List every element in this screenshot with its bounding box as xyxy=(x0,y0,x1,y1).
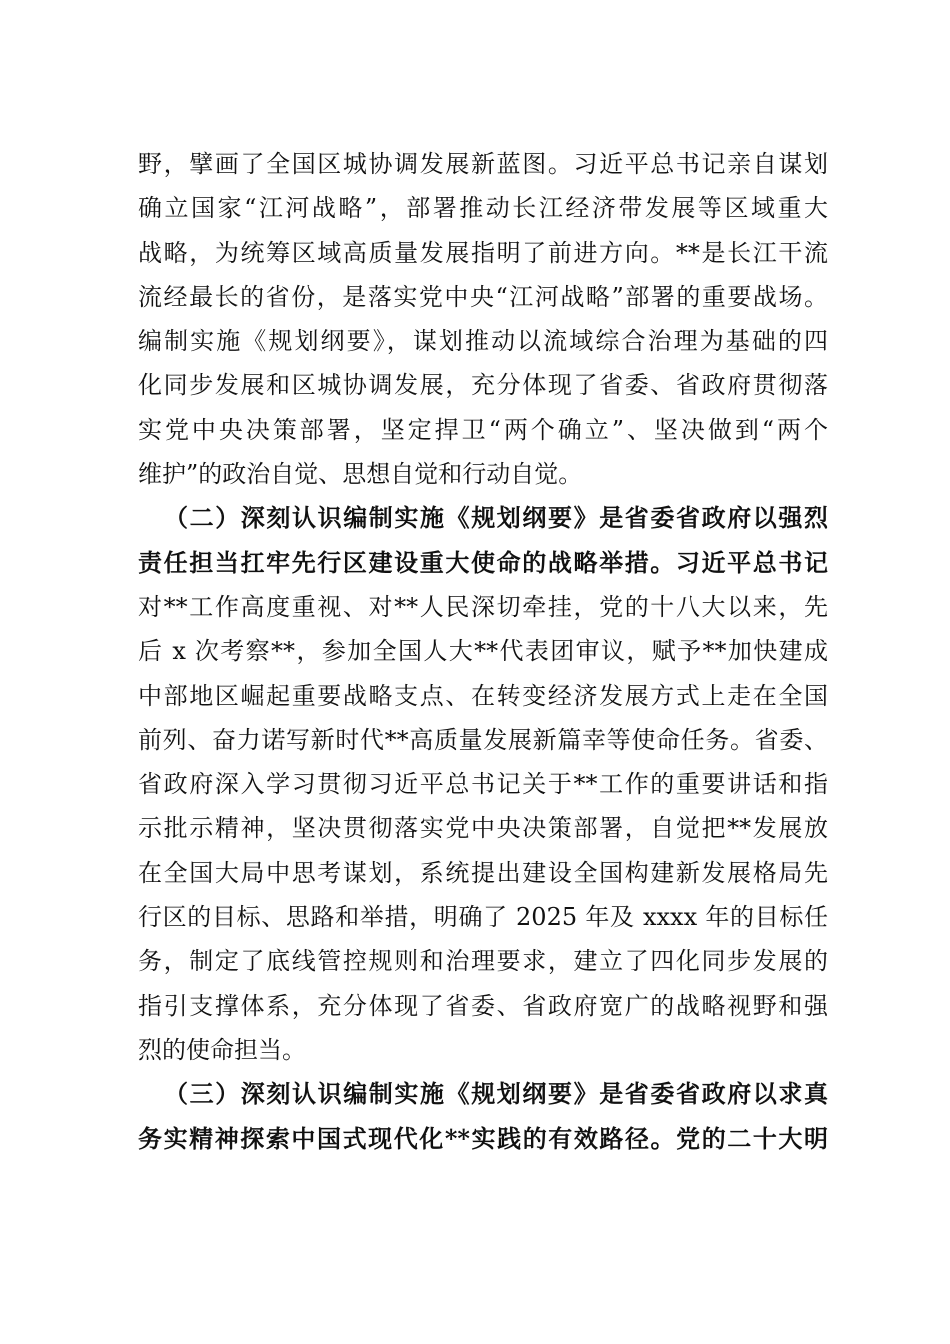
paragraph-2 xyxy=(138,496,828,1072)
text-line: 战略，为统筹区域高质量发展指明了前进方向。**是长江干流 xyxy=(138,238,828,267)
text-line: 中部地区崛起重要战略支点、在转变经济发展方式上走在全国 xyxy=(138,681,828,710)
text-line: 省政府深入学习贯彻习近平总书记关于**工作的重要讲话和指 xyxy=(138,770,828,799)
text-line: 化同步发展和区城协调发展，充分体现了省委、省政府贯彻落 xyxy=(138,371,828,400)
text-line: 示批示精神，坚决贯彻落实党中央决策部署，自觉把**发展放 xyxy=(138,814,828,843)
text-line: 维护”的政治自觉、思想自觉和行动自觉。 xyxy=(138,460,583,489)
paragraph-1 xyxy=(138,142,828,496)
text-line: 在全国大局中思考谋划，系统提出建设全国构建新发展格局先 xyxy=(138,858,828,887)
text-line: 烈的使命担当。 xyxy=(138,1035,306,1064)
section-heading-line: 务实精神探索中国式现代化**实践的有效路径。党的二十大明 xyxy=(138,1123,828,1153)
paragraph-3 xyxy=(138,1072,828,1161)
text-line: 务，制定了底线管控规则和治理要求，建立了四化同步发展的 xyxy=(138,947,828,976)
text-line: 野，擘画了全国区城协调发展新蓝图。习近平总书记亲自谋划 xyxy=(138,150,828,178)
text-line: 对**工作高度重视、对**人民深切牵挂，党的十八大以来，先 xyxy=(138,592,828,621)
text-line: 确立国家“江河战略”，部署推动长江经济带发展等区域重大 xyxy=(138,194,828,223)
text-line: 行区的目标、思路和举措，明确了 2025 年及 xxxx 年的目标任 xyxy=(138,903,828,932)
text-line: 实党中央决策部署，坚定捍卫“两个确立”、坚决做到“两个 xyxy=(138,415,828,444)
text-line: 流经最长的省份，是落实党中央“江河战略”部署的重要战场。 xyxy=(138,282,828,311)
section-heading-line: 责任担当扛牢先行区建设重大使命的战略举措。习近平总书记 xyxy=(138,547,828,577)
section-heading-line: （三）深刻认识编制实施《规划纲要》是省委省政府以求真 xyxy=(164,1079,828,1109)
text-line: 编制实施《规划纲要》，谋划推动以流域综合治理为基础的四 xyxy=(138,327,828,356)
text-line: 指引支撑体系，充分体现了省委、省政府宽广的战略视野和强 xyxy=(138,991,828,1020)
document-body xyxy=(138,142,828,1161)
section-heading-line: （二）深刻认识编制实施《规划纲要》是省委省政府以强烈 xyxy=(164,503,828,533)
text-line: 后 x 次考察**，参加全国人大**代表团审议，赋予**加快建成 xyxy=(138,637,828,666)
text-line: 前列、奋力诺写新时代**高质量发展新篇幸等使命任务。省委、 xyxy=(138,725,828,754)
